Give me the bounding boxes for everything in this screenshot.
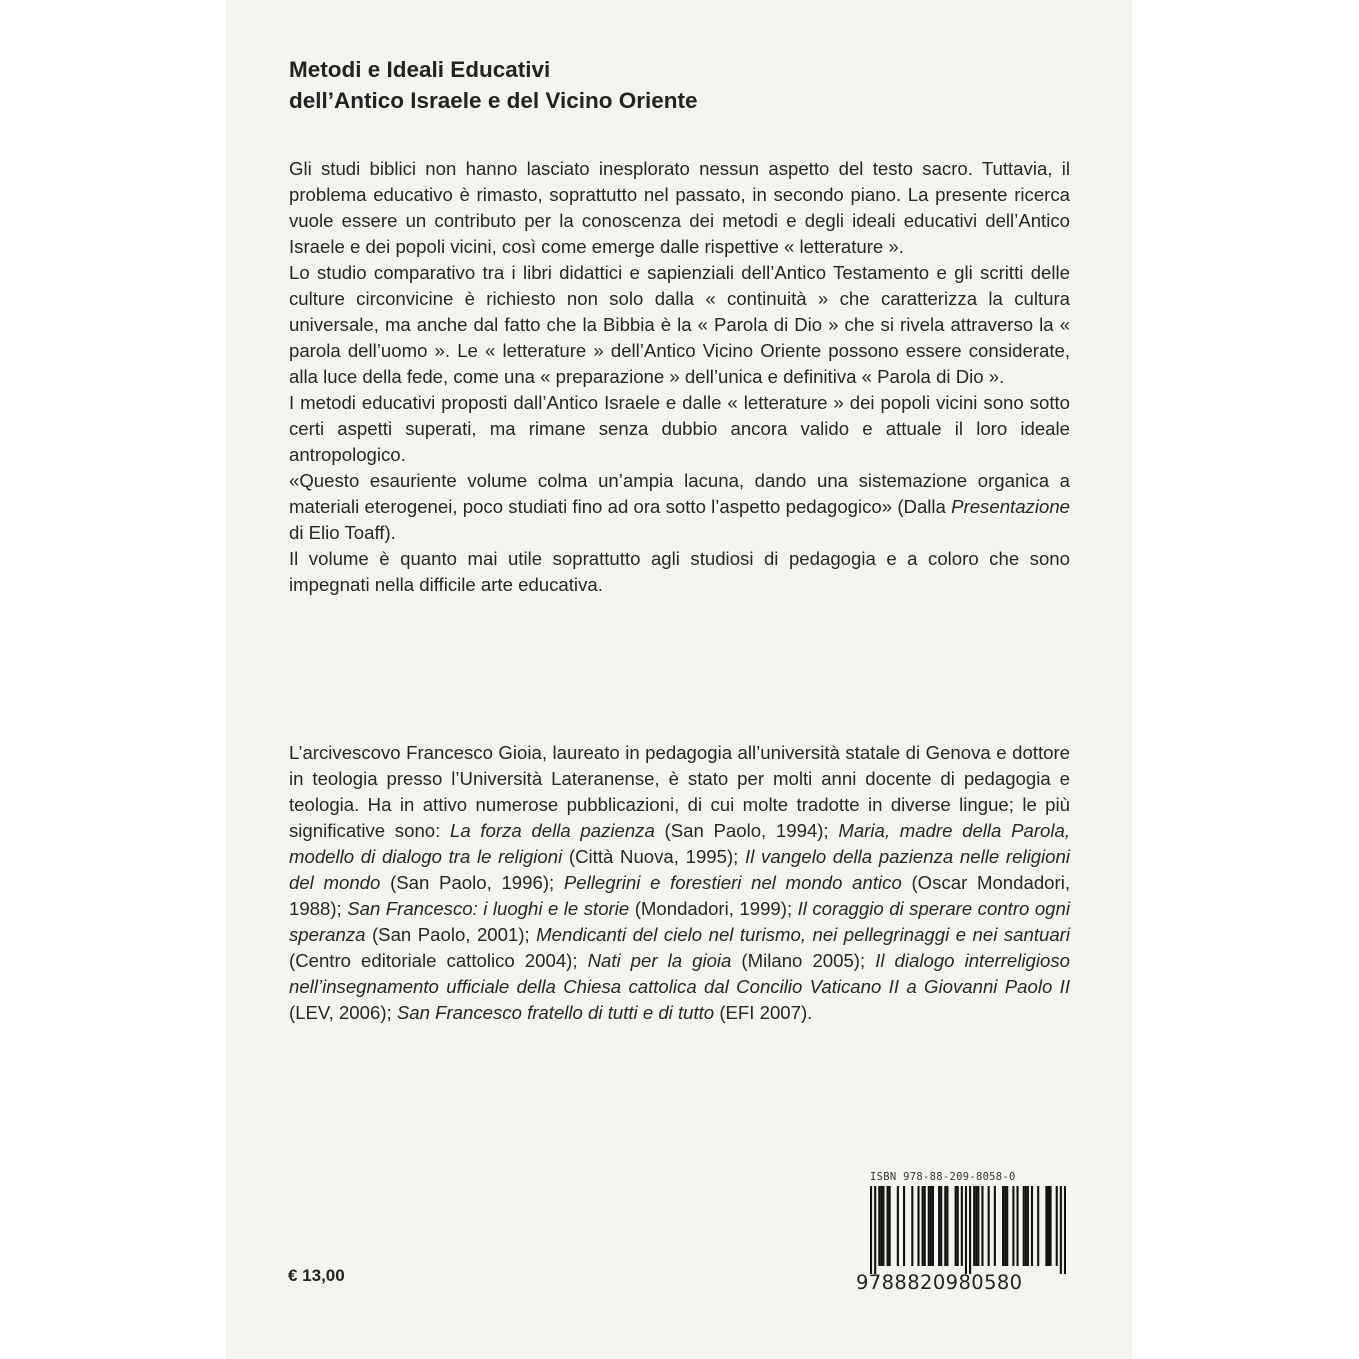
barcode-bar [1025,1186,1027,1266]
publication-title: Pellegrini e forestieri nel mondo antico [563,872,902,893]
publication-info: (LEV, 2006); [289,1002,397,1023]
barcode [870,1186,1066,1274]
barcode-bar [1047,1186,1049,1266]
barcode-bar [932,1186,934,1266]
barcode-bar [887,1186,889,1266]
isbn-label: ISBN 978-88-209-8058-0 [870,1171,1016,1183]
barcode-bar [903,1186,905,1266]
barcode-bar [911,1186,913,1266]
barcode-bar [965,1186,967,1274]
barcode-bar [874,1186,876,1274]
publication-title: Il dialogo interreligioso nell’insegnamento ufficiale della Chiesa cattolica dal Concilio Vaticano II a Giovanni Paolo II [289,950,1070,997]
barcode-bar [955,1186,957,1266]
publications-list [289,820,1070,1023]
publication-info: (San Paolo, 1996); [380,872,564,893]
publication-info: (San Paolo, 2001); [365,924,537,945]
barcode-bar [870,1186,872,1274]
barcode-bar [946,1186,948,1266]
barcode-bar [878,1186,880,1266]
publication-title: San Francesco fratello di tutti e di tutto [396,1002,715,1023]
book-description [289,156,1070,598]
barcode-bar [1056,1186,1058,1266]
barcode-bar [1037,1186,1039,1266]
description-paragraph: Gli studi biblici non hanno lasciato inesplorato nessun aspetto del testo sacro. Tuttavia, il problema educativo è rimasto, soprattutto nel passato, in secondo piano. La presente ricerca vuole essere un contributo per la conoscenza dei metodi e degli ideali educativi dell’Antico Israele e dei popoli vicini, così come emerge dalle rispettive « letterature ». [289,158,1070,257]
publication-title: Maria, madre della Parola, modello di dialogo tra le religioni [289,820,1070,867]
publication-info: (EFI 2007). [714,1002,813,1023]
barcode-bar [994,1186,996,1266]
title-line-2: dell’Antico Israele e del Vicino Oriente [289,88,698,113]
barcode-bar [1064,1186,1066,1274]
barcode-bar [973,1186,975,1266]
closing-paragraph: Il volume è quanto mai utile soprattutto agli studiosi di pedagogia e a coloro che sono impegnati nella difficile arte educativa. [289,548,1070,595]
barcode-bar [944,1186,946,1266]
author-bio-intro: L’arcivescovo Francesco Gioia, laureato in pedagogia all’università statale di Genova e dottore in teologia presso l’Università Lateranense, è stato per molti anni docente di pedagogia e teologia. Ha in attivo numerose pubblicazioni, di cui molte tradotte in diverse lingue; le più significative sono: [289,742,1070,841]
barcode-bar [977,1186,979,1266]
barcode-bar [889,1186,891,1266]
barcode-bar [1016,1186,1018,1266]
barcode-bar [938,1186,940,1266]
title-line-1: Metodi e Ideali Educativi [289,57,551,82]
publication-info: (Città Nuova, 1995); [562,846,746,867]
publication-title: Il coraggio di sperare contro ogni speranza [289,898,1070,945]
quote-source-title: Presentazione [951,496,1070,517]
publication-info: (San Paolo, 1994); [654,820,839,841]
publication-title: Mendicanti del cielo nel turismo, nei pellegrinaggi e nei santuari [536,924,1070,945]
author-bio-paragraph [289,740,1070,1026]
presentation-quote [289,468,1070,546]
publication-title: Il vangelo della pazienza nelle religioni del mondo [289,846,1070,893]
quote-text: «Questo esauriente volume colma un’ampia lacuna, dando una sistemazione organica a materiali eterogenei, poco studiati fino ad ora sotto l’aspetto pedagogico» (Dalla [289,470,1070,517]
barcode-bar [1004,1186,1006,1266]
barcode-bar [1060,1186,1062,1274]
barcode-bar [882,1186,884,1266]
barcode-bar [897,1186,899,1266]
barcode-bar [922,1186,924,1266]
publication-info: (Mondadori, 1999); [629,898,798,919]
publication-info: (Milano 2005); [731,950,876,971]
barcode-bar [957,1186,959,1266]
barcode-bar [1031,1186,1033,1266]
description-paragraph: Lo studio comparativo tra i libri didattici e sapienziali dell’Antico Testamento e gli scritti delle culture circonvicine è richiesto non solo dalla « continuità » che caratterizza la cultura universale, ma anche dal fatto che la Bibbia è la « Parola di Dio » che si rivela attraverso la « parola dell’uomo ». Le « letterature » dell’Antico Vicino Oriente possono essere considerate, alla luce della fede, come una « preparazione » dell’unica e definitiva « Parola di Dio ». [289,262,1070,387]
barcode-bar [1045,1186,1047,1266]
barcode-bar [917,1186,919,1266]
barcode-bar [981,1186,983,1266]
ean-digits: 9788820980580 [856,1271,1023,1294]
barcode-bar [969,1186,971,1274]
author-bio [289,740,1070,1026]
barcode-bar [1002,1186,1004,1266]
publication-title: San Francesco: i luoghi e le storie [347,898,630,919]
barcode-bar [1006,1186,1008,1266]
barcode-bar [1027,1186,1029,1266]
barcode-bar [1012,1186,1014,1266]
publication-info: (Oscar Mondadori, 1988); [289,872,1070,919]
barcode-bar [988,1186,990,1266]
barcode-bar [930,1186,932,1266]
barcode-bar [1049,1186,1051,1266]
barcode-bar [928,1186,930,1266]
price: € 13,00 [288,1266,345,1285]
quote-attribution: di Elio Toaff). [289,522,396,543]
barcode-bar [940,1186,942,1266]
publication-title: La forza della pazienza [450,820,655,841]
barcode-bar [1023,1186,1025,1266]
barcode-bar [880,1186,882,1266]
book-title [289,54,989,116]
barcode-bar [924,1186,926,1266]
description-paragraph: I metodi educativi proposti dall’Antico Israele e dalle « letterature » dei popoli vicini sono sotto certi aspetti superati, ma rimane senza dubbio ancora valido e attuale il loro ideale antropologico. [289,392,1070,465]
publication-info: (Centro editoriale cattolico 2004); [289,950,588,971]
barcode-bar [961,1186,963,1266]
barcode-bar [975,1186,977,1266]
publication-title: Nati per la gioia [587,950,732,971]
